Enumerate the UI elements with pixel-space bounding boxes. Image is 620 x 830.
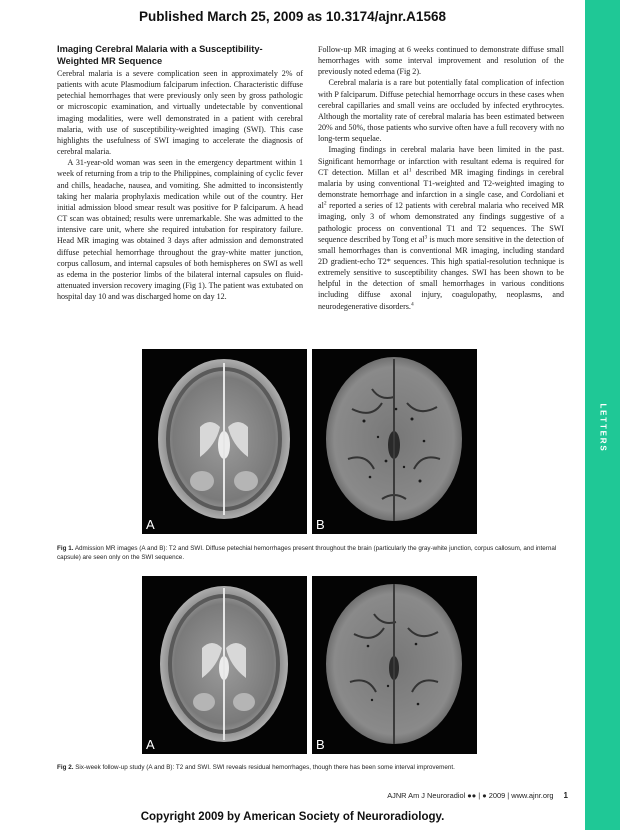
text-segment: is much more sensitive in the detection of small hemorrhages than is conventional MR imaging, including standard 2D gradient-echo T2* sequences. This high spatial-resolution technique is extremely sensitive to susceptibility changes. SWI has been shown to be helpful in the detection of small hemorrhages in various conditions including diffuse axonal injury, coagulopathy, neoplasms, and neurodegenerative disorders. — [318, 234, 564, 311]
section-label: LETTERS — [598, 403, 607, 453]
caption-text: Admission MR images (A and B): T2 and SWI. Diffuse petechial hemorrhages present throughout the brain (particularly the gray-white junction, corpus callosum, and internal capsule) are seen only on the SWI sequence. — [57, 545, 557, 561]
fig2-panel-a-t2-image — [142, 576, 307, 754]
paragraph-case: A 31-year-old woman was seen in the emergency department within 1 week of returning from a trip to the Philippines, complaining of cyclic fever and chills, headache, nausea, and vomiting. She admitted to inconsistently taking her malaria prophylaxis medication while out of the country. Her initial admission blood smear result was positive for P falciparum. A head CT scan was obtained; results were unremarkable. She was admitted to the intensive care unit, where she required intubation for respiratory failure. Head MR imaging was obtained 3 days after admission and demonstrated diffuse petechial hemorrhage throughout the gray-white matter junction, corpus callosum, and internal capsules of both hemispheres on SWI as well as edema in the posterior limbs of the bilateral internal capsules on fluid-attenuated inversion recovery imaging (Fig 1). The patient was extubated on hospital day 10 and was discharged home on day 12. — [57, 158, 303, 302]
paragraph-imaging — [318, 144, 564, 311]
reference-3: 3 — [424, 233, 428, 240]
figure-2-caption — [57, 764, 562, 773]
reference-4: 4 — [410, 300, 414, 307]
fig1-panel-b-swi-image — [312, 349, 477, 534]
running-footer — [387, 791, 568, 800]
panel-letter-b: B — [316, 737, 325, 752]
reference-1: 1 — [408, 167, 412, 174]
journal-citation: AJNR Am J Neuroradiol ●● | ● 2009 | www.ajnr.org — [387, 791, 554, 800]
left-column — [57, 44, 303, 302]
fig1-panel-a-t2-image — [142, 349, 307, 534]
figure-1-caption — [57, 545, 562, 563]
section-side-tab — [585, 0, 620, 830]
fig2-panel-b-swi-image — [312, 576, 477, 754]
reference-2: 2 — [323, 200, 327, 207]
right-column — [318, 44, 564, 312]
paragraph-intro: Cerebral malaria is a severe complication seen in approximately 2% of patients with acute Plasmodium falciparum infection. Characteristic diffuse petechial hemorrhages that were previously only seen by gross pathologic or microscopic examination, and virtually undetectable by conventional imaging modalities, were well demonstrated in a patient with cerebral malaria, with use of susceptibility-weighted imaging (SWI). This case highlights the usefulness of SWI imaging to accelerate the diagnosis of cerebral malaria. — [57, 69, 303, 157]
panel-letter-a: A — [146, 517, 155, 532]
caption-label: Fig 1. — [57, 545, 74, 552]
text-segment: described MR imaging findings in cerebral malaria by using conventional T1-weighted and T2-weighted imaging to demonstrate hemorrhage and infarction in a single case, and Cordoliani et al — [318, 167, 564, 211]
publication-banner: Published March 25, 2009 as 10.3174/ajnr.A1568 — [139, 9, 446, 24]
paragraph-discussion: Cerebral malaria is a rare but potentially fatal complication of infection with P falciparum. Diffuse petechial hemorrhage occurs in these cases when cerebral capillaries and small veins are occluded by infected erythrocytes. Although the mortality rate of cerebral malaria has been estimated between 20% and 50%, those patients who survive often have a full recovery with no long-term sequelae. — [318, 78, 564, 144]
caption-text: Six-week follow-up study (A and B): T2 and SWI. SWI reveals residual hemorrhages, though there has been some interval improvement. — [73, 764, 455, 771]
panel-letter-a: A — [146, 737, 155, 752]
article-title: Imaging Cerebral Malaria with a Susceptibility-Weighted MR Sequence — [57, 44, 263, 66]
page-number: 1 — [563, 791, 568, 800]
panel-letter-b: B — [316, 517, 325, 532]
copyright-notice: Copyright 2009 by American Society of Neuroradiology. — [140, 811, 445, 823]
caption-label: Fig 2. — [57, 764, 74, 771]
paragraph-followup: Follow-up MR imaging at 6 weeks continued to demonstrate diffuse small hemorrhages with some interval improvement and resolution of the previously noted edema (Fig 2). — [318, 45, 564, 77]
text-segment: reported a series of 12 patients with cerebral malaria who received MR imaging, only 3 of whom demonstrated any findings suggestive of a pathologic process on conventional T1 and T2 sequences. The SWI sequence described by Tong et al — [318, 201, 564, 244]
text-segment: Imaging findings in cerebral malaria have been limited in the past. Significant hemorrhage or infarction with resultant edema is required for CT detection. Millan et al — [318, 145, 564, 177]
